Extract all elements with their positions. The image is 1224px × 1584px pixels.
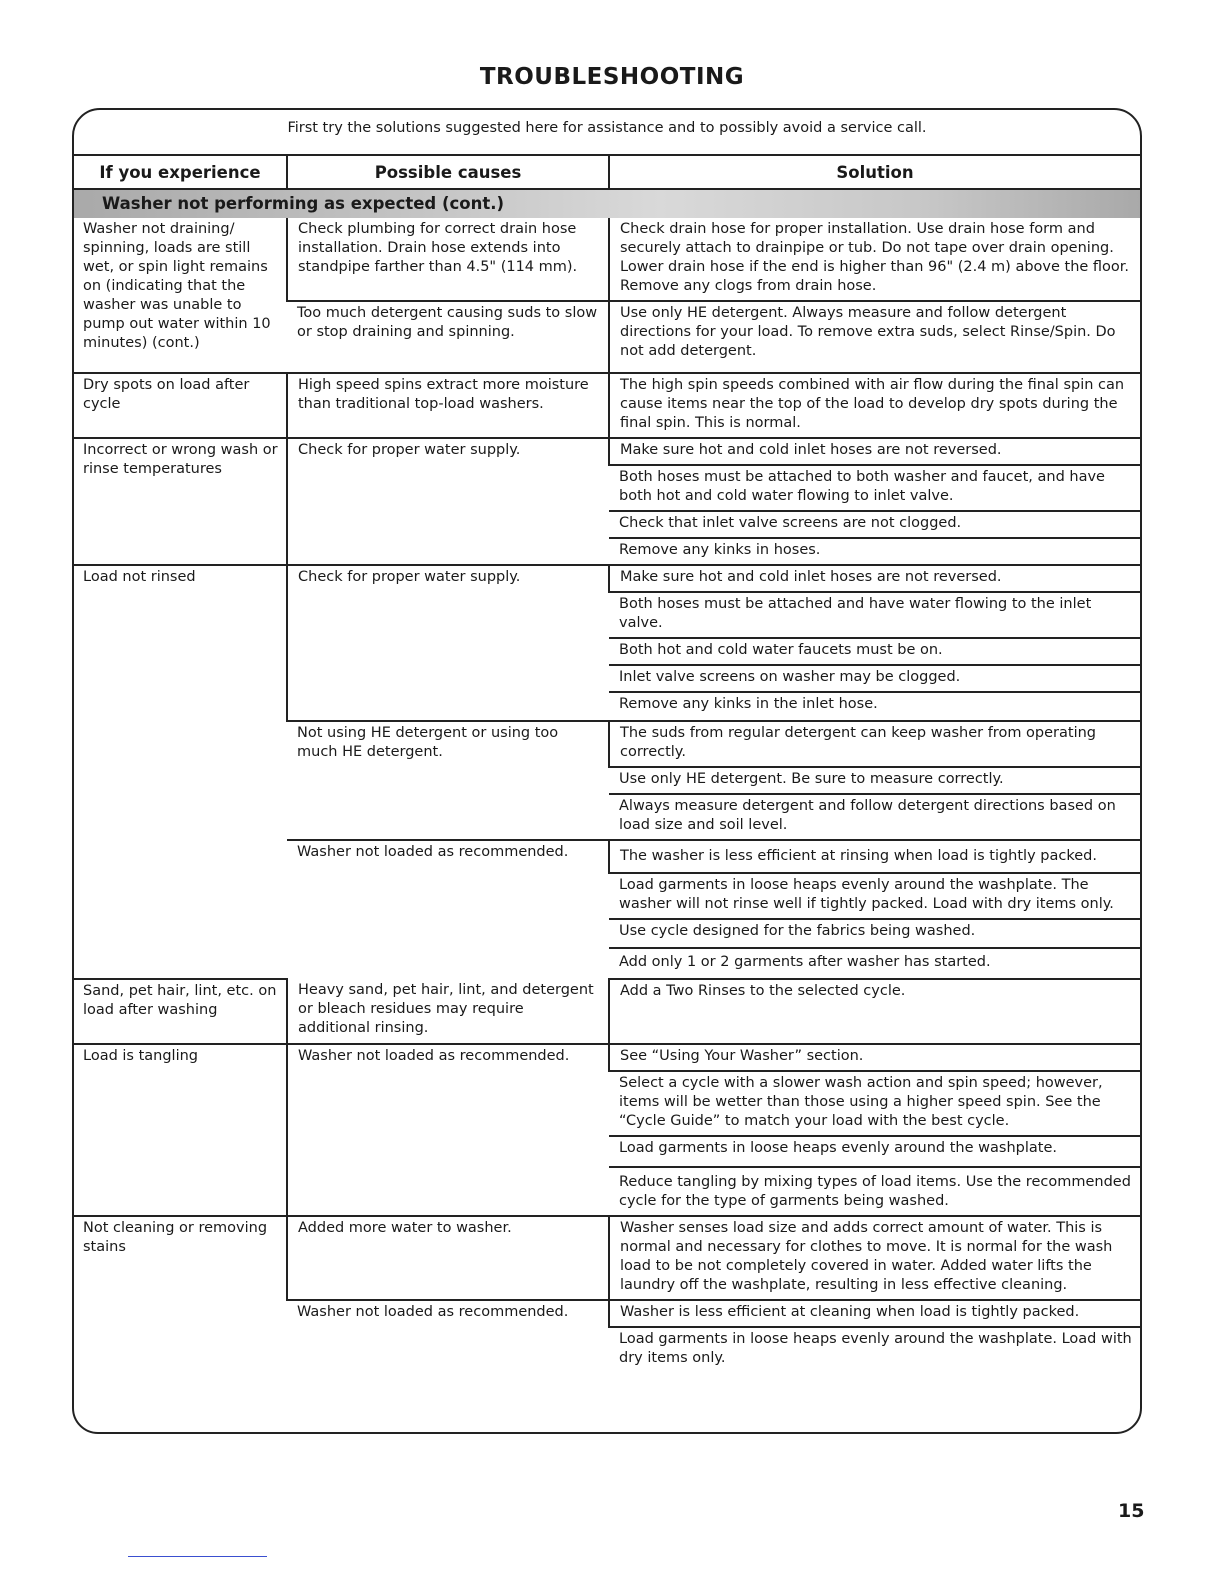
header-solution: Solution	[609, 155, 1140, 189]
solution-cell: Always measure detergent and follow detergent directions based on load size and soil level.	[609, 794, 1140, 840]
intro-text: First try the solutions suggested here for assistance and to possibly avoid a service call.	[287, 120, 927, 136]
table-row	[74, 218, 1140, 301]
cause-cell: Washer not loaded as recommended.	[297, 1304, 569, 1320]
solution-cell: Use only HE detergent. Be sure to measure correctly.	[609, 767, 1140, 794]
cause-cell: Check plumbing for correct drain hose installation. Drain hose extends into standpipe farther than 4.5" (114 mm).	[287, 218, 609, 301]
table-row	[74, 373, 1140, 438]
cause-cell: Added more water to washer.	[287, 1216, 609, 1300]
footer-divider	[128, 1556, 267, 1557]
solution-cell: Load garments in loose heaps evenly around the washplate. The washer will not rinse well if tightly packed. Load with dry items only.	[609, 873, 1140, 919]
solution-cell: Remove any kinks in the inlet hose.	[609, 692, 1140, 721]
cause-cell: Too much detergent causing suds to slow or stop draining and spinning.	[287, 301, 609, 373]
troubleshooting-table	[74, 154, 1140, 1374]
solution-cell: Check drain hose for proper installation. Use drain hose form and securely attach to drainpipe or tub. Do not tape over drain opening. Lower drain hose if the end is higher than 96" (2.4 m) above the floor. Remove any clogs from drain hose.	[609, 218, 1140, 301]
solution-cell: Washer is less efficient at cleaning when load is tightly packed.	[609, 1300, 1140, 1327]
solution-cell: Inlet valve screens on washer may be clogged.	[609, 665, 1140, 692]
experience-cell: Washer not draining/ spinning, loads are still wet, or spin light remains on (indicating that the washer was unable to pump out water within 10 minutes) (cont.)	[74, 218, 287, 373]
solution-cell: Both hot and cold water faucets must be on.	[609, 638, 1140, 665]
solution-cell: Select a cycle with a slower wash action and spin speed; however, items will be wetter than those using a higher speed spin. See the “Cycle Guide” to match your load with the best cycle.	[609, 1071, 1140, 1136]
section-heading-row	[74, 189, 1140, 218]
page-title: TROUBLESHOOTING	[479, 64, 745, 90]
cause-cell: High speed spins extract more moisture than traditional top-load washers.	[287, 373, 609, 438]
solution-cell: The high spin speeds combined with air flow during the final spin can cause items near the top of the load to develop dry spots during the final spin. This is normal.	[609, 373, 1140, 438]
solution-cell: Both hoses must be attached and have water flowing to the inlet valve.	[609, 592, 1140, 638]
cause-cell: Not using HE detergent or using too much HE detergent.	[287, 721, 609, 840]
header-experience: If you experience	[74, 155, 287, 189]
table-row	[74, 1216, 1140, 1300]
cause-cell: Washer not loaded as recommended.	[297, 844, 569, 860]
experience-cell: Load is tangling	[74, 1044, 287, 1216]
solution-cell: The washer is less efficient at rinsing when load is tightly packed.	[609, 840, 1140, 873]
solution-cell: Use cycle designed for the fabrics being washed.	[609, 919, 1140, 948]
solution-cell: Load garments in loose heaps evenly around the washplate.	[609, 1136, 1140, 1167]
cause-cell: Check for proper water supply.	[287, 565, 609, 721]
experience-cell: Load not rinsed	[74, 565, 287, 979]
header-causes: Possible causes	[287, 155, 609, 189]
solution-cell: The suds from regular detergent can keep washer from operating correctly.	[609, 721, 1140, 767]
table-header-row	[74, 155, 1140, 189]
table-row	[74, 1044, 1140, 1071]
solution-cell: Make sure hot and cold inlet hoses are not reversed.	[609, 565, 1140, 592]
solution-cell: Reduce tangling by mixing types of load items. Use the recommended cycle for the type of garments being washed.	[609, 1167, 1140, 1216]
table-row	[74, 438, 1140, 465]
solution-cell: Check that inlet valve screens are not clogged.	[609, 511, 1140, 538]
cause-cell: Washer not loaded as recommended.	[287, 1044, 609, 1216]
solution-cell: Both hoses must be attached to both washer and faucet, and have both hot and cold water flowing to inlet valve.	[609, 465, 1140, 511]
solution-cell: Add only 1 or 2 garments after washer has started.	[609, 948, 1140, 979]
table-row	[74, 979, 1140, 1044]
solution-cell: See “Using Your Washer” section.	[609, 1044, 1140, 1071]
solution-cell: Remove any kinks in hoses.	[609, 538, 1140, 565]
solution-cell: Make sure hot and cold inlet hoses are not reversed.	[609, 438, 1140, 465]
troubleshooting-box	[72, 108, 1142, 1434]
solution-cell: Load garments in loose heaps evenly around the washplate. Load with dry items only.	[619, 1331, 1132, 1366]
solution-cell: Use only HE detergent. Always measure and follow detergent directions for your load. To remove extra suds, select Rinse/Spin. Do not add detergent.	[609, 301, 1140, 373]
section-heading: Washer not performing as expected (cont.)	[74, 189, 1140, 218]
experience-cell: Sand, pet hair, lint, etc. on load after washing	[74, 979, 287, 1044]
experience-cell: Dry spots on load after cycle	[74, 373, 287, 438]
experience-cell: Incorrect or wrong wash or rinse temperatures	[74, 438, 287, 565]
solution-cell: Add a Two Rinses to the selected cycle.	[609, 979, 1140, 1044]
table-row	[74, 565, 1140, 592]
experience-cell: Not cleaning or removing stains	[83, 1220, 268, 1255]
page-number: 15	[1118, 1500, 1145, 1522]
cause-cell: Check for proper water supply.	[287, 438, 609, 565]
solution-cell: Washer senses load size and adds correct amount of water. This is normal and necessary for clothes to move. It is normal for the wash load to be not completely covered in water. Added water lifts the laundry off the washplate, resulting in less effective cleaning.	[609, 1216, 1140, 1300]
cause-cell: Heavy sand, pet hair, lint, and detergent or bleach residues may require additional rinsing.	[287, 979, 609, 1044]
